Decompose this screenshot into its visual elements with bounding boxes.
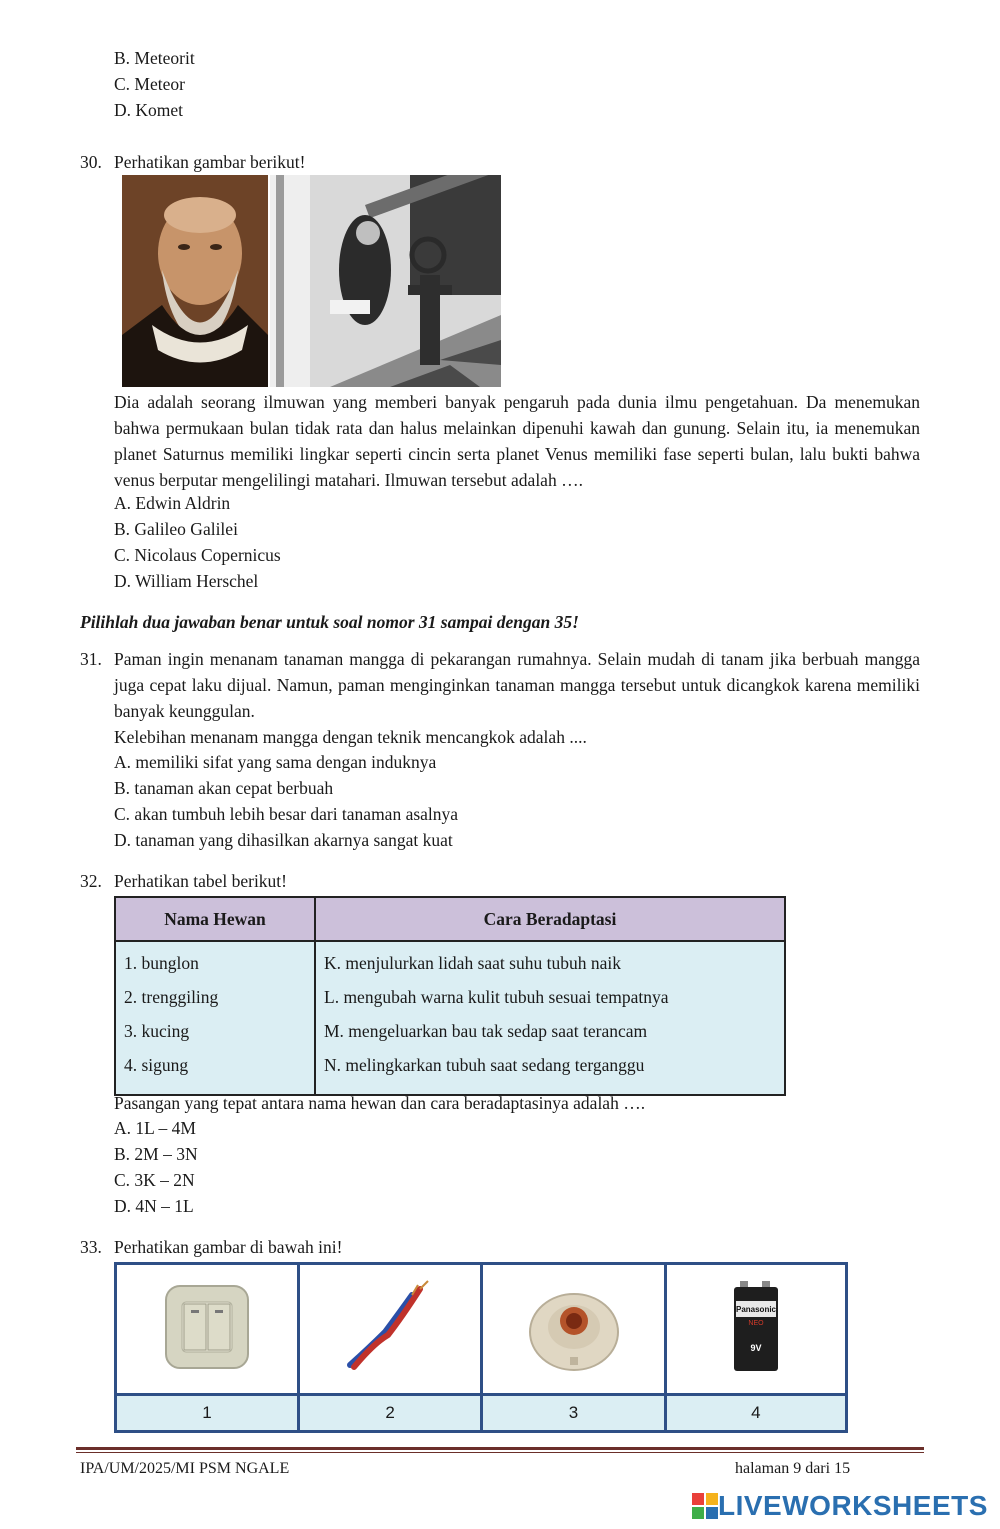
section-instruction: Pilihlah dua jawaban benar untuk soal nomor 31 sampai dengan 35! xyxy=(80,612,579,632)
q29-option-b: B. Meteorit xyxy=(114,48,195,68)
q32-option-a: A. 1L – 4M xyxy=(114,1118,196,1138)
switch-image-cell xyxy=(116,1264,299,1395)
q29-option-c: C. Meteor xyxy=(114,74,185,94)
q33-number: 33. xyxy=(80,1237,102,1257)
adaptation-cell: M. mengeluarkan bau tak sedap saat terancam xyxy=(315,1014,785,1048)
electric-items-table xyxy=(114,1262,848,1433)
item-label-4: 4 xyxy=(665,1395,846,1432)
footer-page-number: halaman 9 dari 15 xyxy=(735,1460,851,1477)
footer-divider xyxy=(76,1447,924,1450)
table-header-row xyxy=(115,897,785,941)
electric-cable-icon xyxy=(340,1277,440,1377)
battery-icon xyxy=(726,1277,786,1377)
light-switch-icon xyxy=(162,1282,252,1372)
q31-question: Kelebihan menanam mangga dengan teknik mencangkok adalah .... xyxy=(114,727,587,747)
brand-name: LIVEWORKSHEETS xyxy=(718,1490,988,1521)
q30-option-d: D. William Herschel xyxy=(114,571,259,591)
q32-option-b: B. 2M – 3N xyxy=(114,1144,198,1164)
liveworksheets-logo xyxy=(692,1490,988,1522)
galileo-telescope-image xyxy=(270,175,501,387)
galileo-portrait-image xyxy=(122,175,268,387)
q30-option-c: C. Nicolaus Copernicus xyxy=(114,545,281,565)
q30-option-b: B. Galileo Galilei xyxy=(114,519,238,539)
lamp-socket-icon xyxy=(524,1277,624,1377)
table-row xyxy=(115,980,785,1014)
header-adaptation-way: Cara Beradaptasi xyxy=(315,897,785,941)
battery-voltage-label: 9V xyxy=(750,1342,762,1353)
table-row xyxy=(115,1048,785,1095)
q32-option-d: D. 4N – 1L xyxy=(114,1196,194,1216)
battery-image-cell xyxy=(665,1264,846,1395)
q32-question: Pasangan yang tepat antara nama hewan dan cara beradaptasinya adalah …. xyxy=(114,1093,646,1113)
q31-option-c: C. akan tumbuh lebih besar dari tanaman asalnya xyxy=(114,804,459,824)
battery-sub-label: NEO xyxy=(748,1319,764,1327)
item-label-1: 1 xyxy=(116,1395,299,1432)
lamp-socket-image-cell xyxy=(482,1264,665,1395)
adaptation-cell: N. melingkarkan tubuh saat sedang terganggu xyxy=(315,1048,785,1095)
q32-prompt: Perhatikan tabel berikut! xyxy=(114,871,287,891)
q31-paragraph: Paman ingin menanam tanaman mangga di pekarangan rumahnya. Selain mudah di tanam jika berbuah mangga juga cepat laku dijual. Namun, paman menginginkan tanaman mangga tersebut untuk dicangkok karena memiliki banyak keunggulan. xyxy=(114,649,920,721)
q32-number: 32. xyxy=(80,871,102,891)
q31-option-d: D. tanaman yang dihasilkan akarnya sangat kuat xyxy=(114,830,453,850)
q33-prompt: Perhatikan gambar di bawah ini! xyxy=(114,1237,343,1257)
header-animal-name: Nama Hewan xyxy=(115,897,315,941)
animal-cell: 4. sigung xyxy=(115,1048,315,1095)
q31-option-a: A. memiliki sifat yang sama dengan induknya xyxy=(114,752,437,772)
animal-cell: 3. kucing xyxy=(115,1014,315,1048)
q30-option-a: A. Edwin Aldrin xyxy=(114,493,231,513)
liveworksheets-icon xyxy=(692,1493,718,1519)
footer-divider-thin xyxy=(76,1452,924,1453)
adaptation-table xyxy=(114,896,786,1096)
animal-cell: 1. bunglon xyxy=(115,941,315,980)
footer-code: IPA/UM/2025/MI PSM NGALE xyxy=(80,1460,290,1477)
q31-number: 31. xyxy=(80,649,102,669)
item-label-3: 3 xyxy=(482,1395,665,1432)
adaptation-cell: L. mengubah warna kulit tubuh sesuai tempatnya xyxy=(315,980,785,1014)
q30-number: 30. xyxy=(80,152,102,172)
item-label-2: 2 xyxy=(298,1395,481,1432)
animal-cell: 2. trenggiling xyxy=(115,980,315,1014)
q29-option-d: D. Komet xyxy=(114,100,184,120)
battery-brand-label: Panasonic xyxy=(735,1304,776,1314)
cable-image-cell xyxy=(298,1264,481,1395)
adaptation-cell: K. menjulurkan lidah saat suhu tubuh naik xyxy=(315,941,785,980)
q32-option-c: C. 3K – 2N xyxy=(114,1170,195,1190)
q30-paragraph: Dia adalah seorang ilmuwan yang memberi banyak pengaruh pada dunia ilmu pengetahuan. Da menemukan bahwa permukaan bulan tidak rata dan halus melainkan dipenuhi kawah dan gunung. Selain itu, ia menemukan planet Saturnus memiliki lingkar seperti cincin serta planet Venus memiliki fase seperti bulan, lalu bukti bahwa venus berputar mengelilingi matahari. Ilmuwan tersebut adalah …. xyxy=(114,392,920,490)
q30-prompt: Perhatikan gambar berikut! xyxy=(114,152,306,172)
q31-option-b: B. tanaman akan cepat berbuah xyxy=(114,778,334,798)
table-row xyxy=(115,941,785,980)
table-row xyxy=(115,1014,785,1048)
